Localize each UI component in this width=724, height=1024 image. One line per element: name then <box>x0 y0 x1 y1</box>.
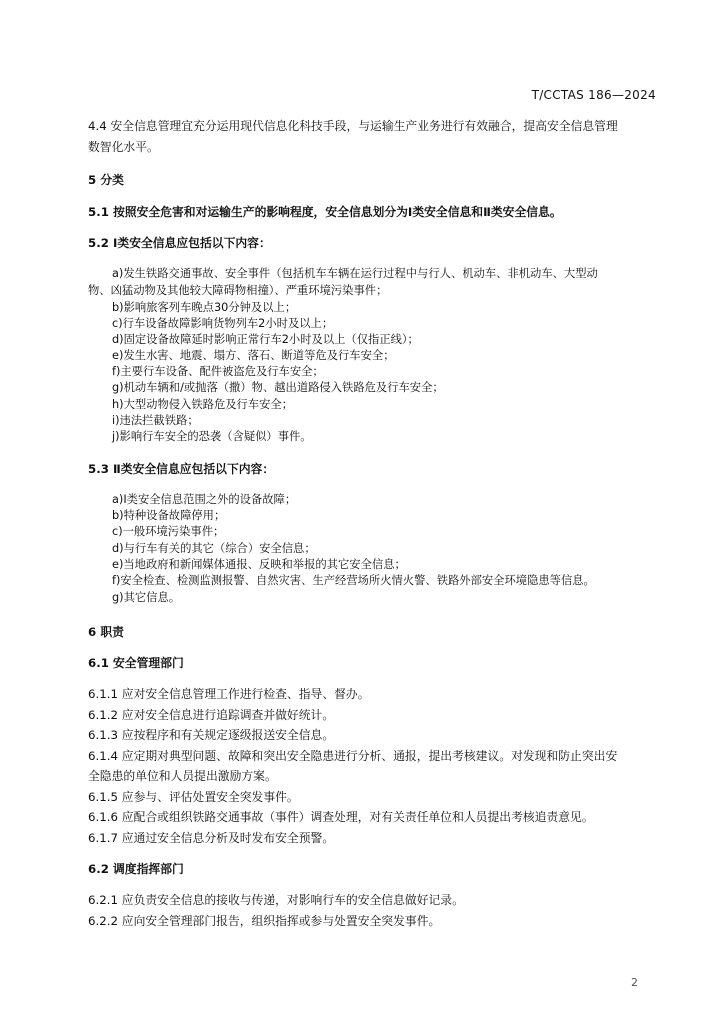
class1-item: d)固定设备故障延时影响正常行车2小时及以上（仅指正线）； <box>112 333 419 346</box>
class1-item: i)违法拦截铁路； <box>112 414 199 427</box>
clause-6-1-item: 6.1.1 应对安全信息管理工作进行检查、指导、督办。 <box>88 687 370 701</box>
class1-item: a)发生铁路交通事故、安全事件（包括机车车辆在运行过程中与行人、机动车、非机动车、大型动 <box>112 267 598 280</box>
section-5-title: 5 分类 <box>88 173 124 187</box>
class1-item: 物、凶猛动物及其他较大障碍物相撞）、严重环境污染事件； <box>88 284 388 297</box>
section-6-title: 6 职责 <box>88 625 124 639</box>
clause-6-1-item: 全隐患的单位和人员提出激励方案。 <box>88 769 277 783</box>
clause-6-1-item: 6.1.7 应通过安全信息分析及时发布安全预警。 <box>88 831 335 845</box>
class2-item: f)安全检查、检测监测报警、自然灾害、生产经营场所火情火警、铁路外部安全环境隐患等信息。 <box>112 574 595 587</box>
clause-6-2-item: 6.2.1 应负责安全信息的接收与传递，对影响行车的安全信息做好记录。 <box>88 893 464 907</box>
class2-item: g)其它信息。 <box>112 591 181 604</box>
clause-6-1-item: 6.1.3 应按程序和有关规定逐级报送安全信息。 <box>88 728 335 742</box>
page-number: 2 <box>631 976 638 989</box>
clause-5-2-heading: 5.2 Ⅰ类安全信息应包括以下内容： <box>88 236 271 250</box>
clause-5-3-heading: 5.3 Ⅱ类安全信息应包括以下内容： <box>88 462 275 476</box>
clause-6-1-item: 6.1.2 应对安全信息进行追踪调查并做好统计。 <box>88 708 335 722</box>
class2-item: a)Ⅰ类安全信息范围之外的设备故障； <box>112 493 297 506</box>
class1-item: e)发生水害、地震、塌方、落石、断道等危及行车安全； <box>112 349 395 362</box>
clause-5-1: 5.1 按照安全危害和对运输生产的影响程度，安全信息划分为Ⅰ类安全信息和Ⅱ类安全信息。 <box>88 205 562 219</box>
class2-item: b)特种设备故障停用； <box>112 509 226 522</box>
clause-6-1-item: 6.1.4 应定期对典型问题、故障和突出安全隐患进行分析、通报，提出考核建议。对发现和防止突出安 <box>88 749 618 763</box>
clause-6-1-item: 6.1.6 应配合或组织铁路交通事故（事件）调查处理，对有关责任单位和人员提出考核追责意见。 <box>88 810 594 824</box>
clause-4-4-line-1: 4.4 安全信息管理宜充分运用现代信息化科技手段，与运输生产业务进行有效融合，提高安全信息管理 <box>88 119 618 133</box>
class1-item: h)大型动物侵入铁路危及行车安全； <box>112 398 294 411</box>
standard-code: T/CCTAS 186—2024 <box>531 88 656 102</box>
clause-4-4-line-2: 数智化水平。 <box>88 140 159 154</box>
clause-6-1-item: 6.1.5 应参与、评估处置安全突发事件。 <box>88 790 299 804</box>
class1-item: f)主要行车设备、配件被盗危及行车安全； <box>112 365 324 378</box>
class1-item: b)影响旅客列车晚点30分钟及以上； <box>112 301 297 314</box>
class2-item: d)与行车有关的其它（综合）安全信息； <box>112 542 316 555</box>
clause-6-1-heading: 6.1 安全管理部门 <box>88 656 184 670</box>
class2-item: c)一般环境污染事件； <box>112 525 225 538</box>
clause-6-2-heading: 6.2 调度指挥部门 <box>88 862 184 876</box>
class1-item: c)行车设备故障影响货物列车2小时及以上； <box>112 317 334 330</box>
class1-item: g)机动车辆和/或抛落（撒）物、越出道路侵入铁路危及行车安全； <box>112 381 444 394</box>
class1-item: j)影响行车安全的恐袭（含疑似）事件。 <box>112 430 312 443</box>
class2-item: e)当地政府和新闻媒体通报、反映和举报的其它安全信息； <box>112 558 406 571</box>
clause-6-2-item: 6.2.2 应向安全管理部门报告，组织指挥或参与处置安全突发事件。 <box>88 914 441 928</box>
